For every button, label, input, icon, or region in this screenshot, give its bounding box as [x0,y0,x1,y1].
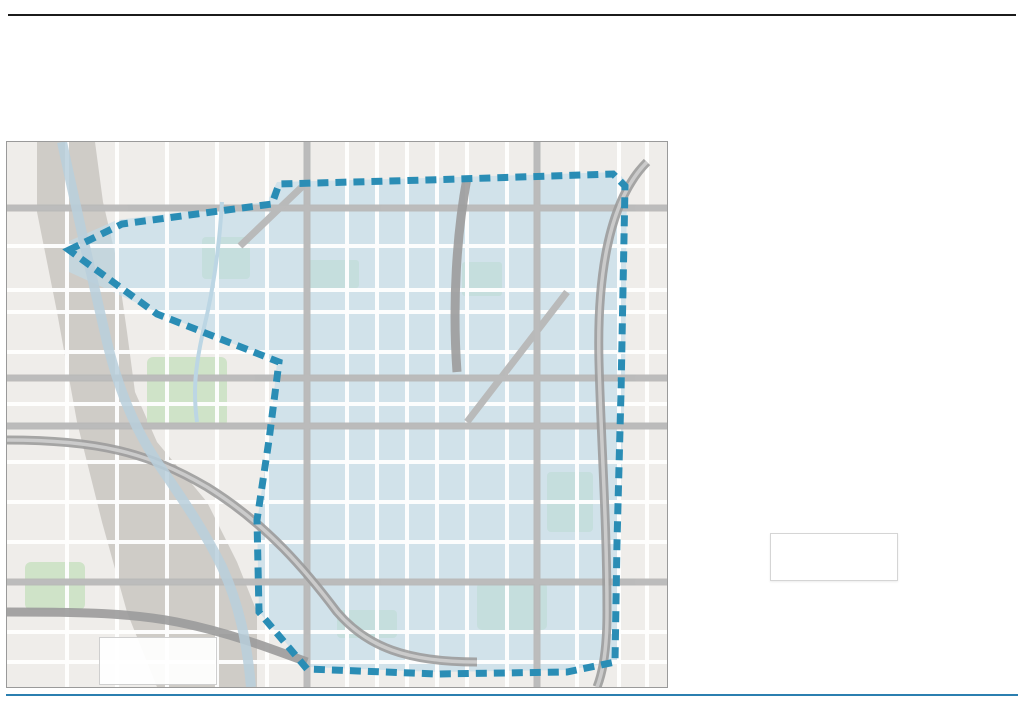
map-legend-row-recent [108,644,208,662]
clock-legend-row-older [779,558,889,576]
legend-dot-recent-clock [779,545,788,554]
highway-shield-layer [7,142,667,687]
clock-legend-row-recent [779,540,889,558]
map-panel[interactable] [6,141,668,688]
legend-dot-recent [108,649,117,658]
bottom-rule [6,694,1018,696]
legend-dot-older-clock [779,563,788,572]
clock-legend [770,533,898,581]
clock-label-layer [672,141,1018,561]
header [8,10,1016,22]
map-legend [99,637,217,685]
legend-dot-older [108,667,117,676]
clock-panel [672,141,1018,686]
title-rule [8,14,1016,16]
map-legend-row-older [108,662,208,680]
